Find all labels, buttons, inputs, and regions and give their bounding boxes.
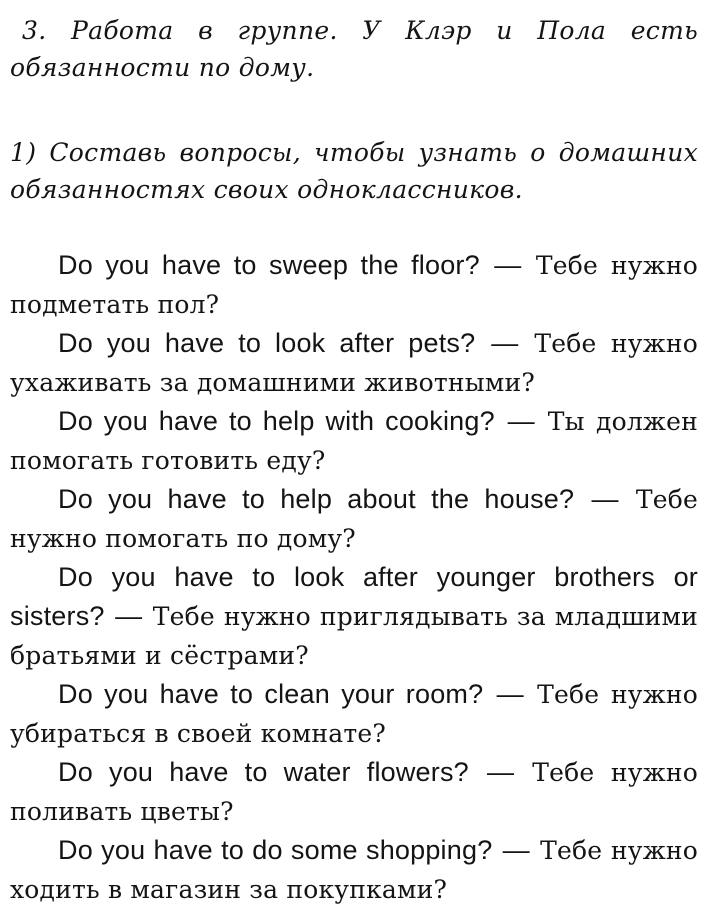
subtask-instruction: Составь вопросы, чтобы узнать о домашних обязанностях своих одноклассников.: [10, 138, 698, 204]
english-question: Do you have to help about the house?: [58, 484, 575, 514]
subtask-number: 1): [10, 138, 37, 167]
english-question: Do you have to clean your room?: [58, 679, 484, 709]
dash: —: [496, 679, 524, 709]
english-question: Do you have to help with cooking?: [58, 406, 495, 436]
dash: —: [591, 484, 619, 514]
russian-translation: Тебе нужно ходить в магазин за покупками?: [10, 836, 699, 904]
list-item: [10, 324, 698, 402]
dash: —: [507, 406, 535, 436]
russian-translation: Тебе нужно приглядывать за младшими братьями и сёстрами?: [10, 602, 699, 670]
dash: —: [491, 328, 519, 358]
english-question: Do you have to look after younger brothers or sisters?: [10, 562, 698, 631]
subtask-heading: [10, 134, 698, 208]
russian-translation: Тебе нужно поливать цветы?: [10, 758, 699, 826]
russian-translation: Тебе нужно ухаживать за домашними животными?: [10, 329, 698, 397]
list-item: [10, 831, 698, 909]
list-item: [10, 246, 698, 324]
list-item: [10, 480, 698, 558]
list-item: [10, 753, 698, 831]
russian-translation: Тебе нужно убираться в своей комнате?: [10, 680, 699, 748]
task-number: 3.: [22, 16, 47, 45]
russian-translation: Тебе нужно подметать пол?: [10, 251, 698, 319]
list-item: [10, 402, 698, 480]
russian-translation: Ты должен помогать готовить еду?: [10, 407, 698, 475]
list-item: [10, 558, 698, 675]
english-question: Do you have to do some shopping?: [58, 835, 493, 865]
dash: —: [486, 757, 515, 787]
dash: —: [494, 250, 522, 280]
list-item: [10, 675, 698, 753]
russian-translation: Тебе нужно помогать по дому?: [10, 485, 699, 553]
english-question: Do you have to look after pets?: [58, 328, 476, 358]
question-answer-list: [10, 246, 698, 909]
english-question: Do you have to water flowers?: [58, 757, 469, 787]
task-title: Работа в группе. У Клэр и Пола есть обязанности по дому.: [10, 16, 699, 82]
task-heading: [10, 12, 698, 86]
dash: —: [502, 835, 530, 865]
english-question: Do you have to sweep the floor?: [58, 250, 480, 280]
dash: —: [115, 601, 143, 631]
